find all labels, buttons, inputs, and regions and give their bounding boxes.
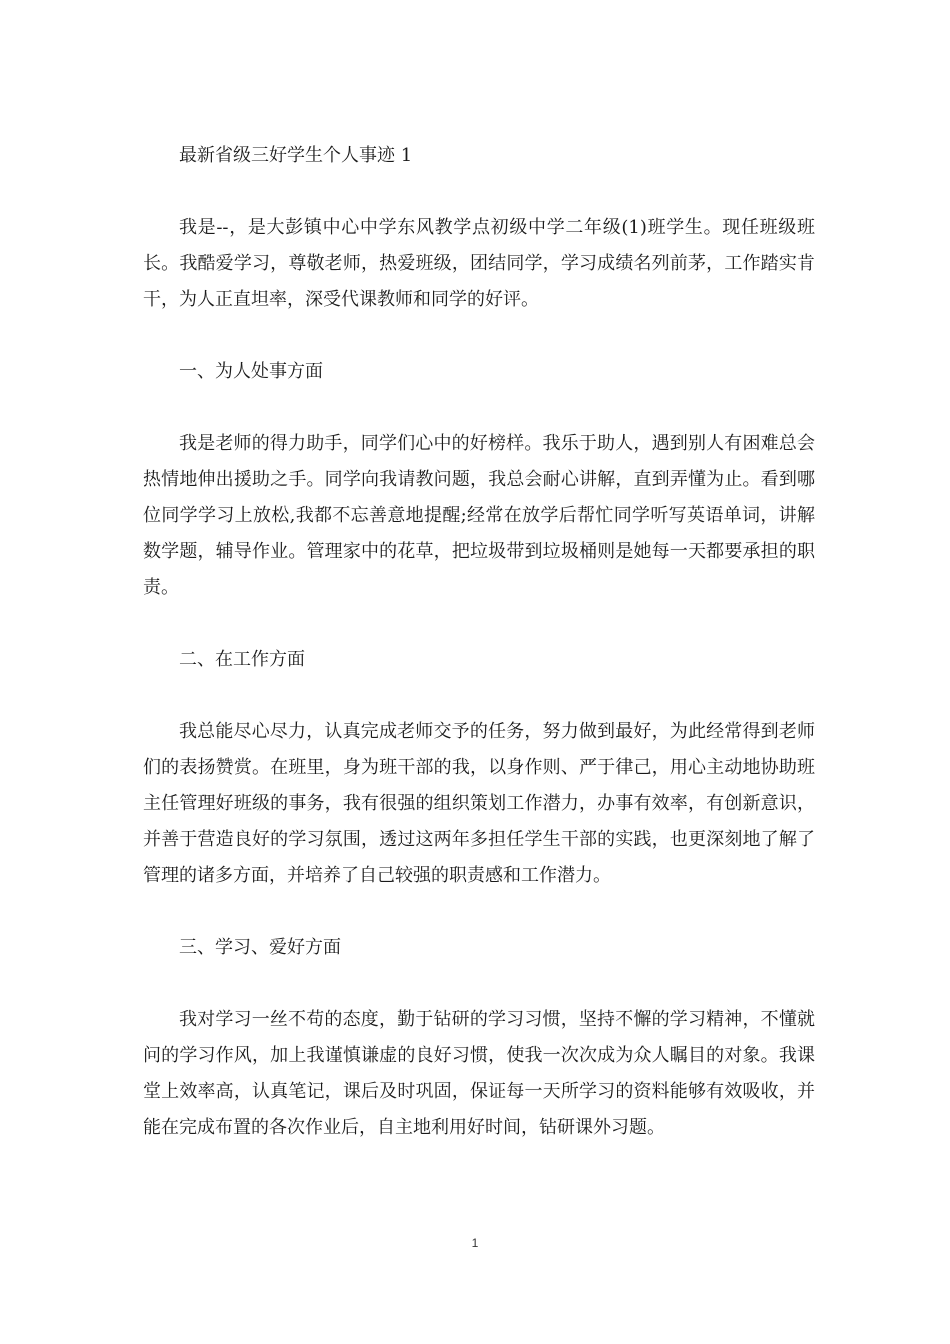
page-number: 1 — [471, 1236, 479, 1250]
document-title: 最新省级三好学生个人事迹 1 — [179, 145, 413, 166]
section-body-conduct: 我是老师的得力助手，同学们心中的好榜样。我乐于助人，遇到别人有困难总会热情地伸出援助之手。同学向我请教问题，我总会耐心讲解，直到弄懂为止。看到哪位同学学习上放松,我都不忘善意地提醒;经常在放学后帮忙同学听写英语单词，讲解数学题，辅导作业。管理家中的花草，把垃圾带到垃圾桶则是她每一天都要承担的职责。 — [143, 433, 815, 598]
document-content — [143, 138, 815, 1182]
section-heading-study: 三、学习、爱好方面 — [179, 937, 341, 958]
section-body-study: 我对学习一丝不苟的态度，勤于钻研的学习习惯，坚持不懈的学习精神，不懂就问的学习作风，加上我谨慎谦虚的良好习惯，使我一次次成为众人瞩目的对象。我课堂上效率高，认真笔记，课后及时巩固，保证每一天所学习的资料能够有效吸收，并能在完成布置的各次作业后，自主地利用好时间，钻研课外习题。 — [143, 1009, 815, 1138]
intro-paragraph: 我是--，是大彭镇中心中学东风教学点初级中学二年级(1)班学生。现任班级班长。我酷爱学习，尊敬老师，热爱班级，团结同学，学习成绩名列前茅，工作踏实肯干，为人正直坦率，深受代课教师和同学的好评。 — [143, 217, 815, 310]
section-body-work: 我总能尽心尽力，认真完成老师交予的任务，努力做到最好，为此经常得到老师们的表扬赞赏。在班里，身为班干部的我，以身作则、严于律己，用心主动地协助班主任管理好班级的事务，我有很强的组织策划工作潜力，办事有效率，有创新意识，并善于营造良好的学习氛围，透过这两年多担任学生干部的实践，也更深刻地了解了管理的诸多方面，并培养了自己较强的职责感和工作潜力。 — [143, 721, 815, 886]
section-heading-work: 二、在工作方面 — [179, 649, 305, 670]
section-heading-conduct: 一、为人处事方面 — [179, 361, 323, 382]
